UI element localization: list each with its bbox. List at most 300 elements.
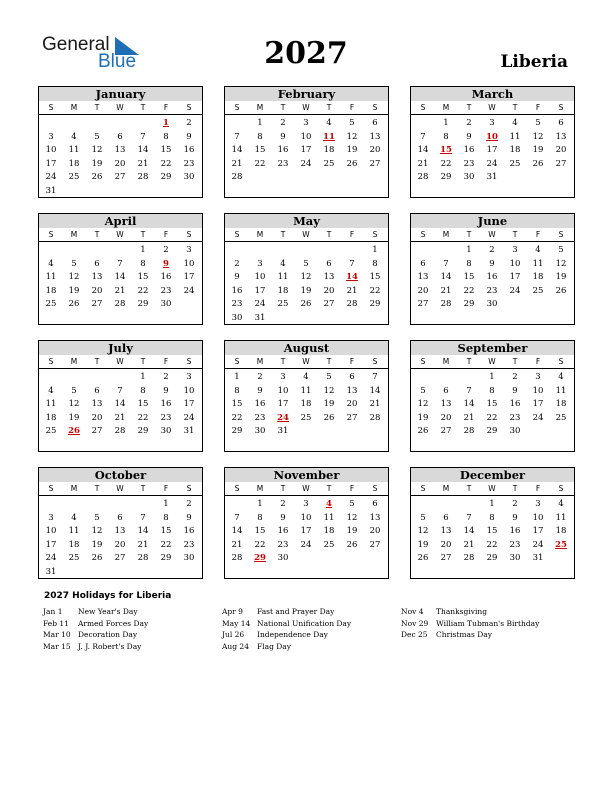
- day-cell: 22: [137, 285, 149, 296]
- holiday-row: [43, 607, 213, 619]
- weekday-label: M: [256, 103, 264, 112]
- day-cell: 3: [489, 118, 495, 128]
- day-cell: 21: [417, 158, 429, 169]
- day-cell: 17: [277, 399, 289, 410]
- day-cell: 8: [257, 131, 263, 142]
- day-cell: 31: [532, 553, 544, 564]
- day-cell: 20: [114, 539, 126, 550]
- day-cell: 8: [443, 131, 449, 142]
- day-cell: 9: [489, 258, 495, 269]
- day-cell: 11: [300, 385, 312, 396]
- day-cell: 24: [183, 412, 195, 423]
- day-cell: 28: [114, 299, 126, 310]
- day-cell: 8: [489, 512, 495, 523]
- day-cell: 14: [417, 145, 429, 156]
- day-cell: 2: [466, 118, 472, 128]
- holiday-date: Dec 25: [401, 630, 428, 639]
- holiday-name: National Unification Day: [257, 618, 352, 628]
- holiday-date: Feb 11: [43, 618, 69, 628]
- day-cell: 19: [532, 145, 544, 156]
- day-cell: 23: [486, 285, 498, 296]
- day-cell: 19: [417, 539, 429, 550]
- day-cell: 25: [323, 158, 335, 169]
- weekday-label: S: [420, 484, 426, 493]
- day-cell: 3: [48, 131, 54, 142]
- day-cell: 12: [417, 526, 429, 537]
- day-cell: 1: [140, 372, 146, 382]
- day-cell: 14: [463, 399, 475, 410]
- day-cell: 2: [489, 245, 495, 255]
- day-cell: 1: [489, 372, 495, 382]
- holiday-date: Aug 24: [222, 641, 249, 651]
- weekday-header: [411, 356, 574, 369]
- day-cell: 9: [466, 131, 472, 142]
- day-cell: 25: [68, 553, 80, 564]
- day-cell: 27: [440, 553, 452, 564]
- day-cell: 8: [466, 258, 472, 269]
- weekday-label: S: [186, 357, 192, 366]
- weekday-label: T: [94, 230, 100, 239]
- day-cell: 9: [257, 385, 263, 396]
- day-cell: 20: [369, 145, 381, 156]
- weekday-header: [225, 102, 388, 115]
- day-cell: 17: [532, 526, 544, 537]
- day-cell: 18: [555, 526, 567, 537]
- day-cell: 26: [91, 553, 103, 564]
- day-cell: 1: [489, 499, 495, 509]
- day-cell: 11: [277, 272, 289, 283]
- day-cell: 20: [91, 412, 103, 423]
- holiday-row: [222, 607, 392, 619]
- month-september: [410, 340, 575, 452]
- day-cell: 26: [346, 539, 358, 550]
- day-cell: 6: [420, 258, 426, 269]
- day-cell: 16: [509, 526, 521, 537]
- weekday-label: S: [420, 103, 426, 112]
- day-cell: 10: [532, 385, 544, 396]
- day-cell: 9: [512, 512, 518, 523]
- weekday-label: T: [140, 357, 146, 366]
- weekday-label: S: [372, 484, 378, 493]
- day-cell: 7: [234, 512, 240, 523]
- day-cell: 13: [114, 145, 126, 156]
- day-cell: 20: [346, 399, 358, 410]
- day-cell: 14: [114, 272, 126, 283]
- day-cell: 12: [68, 272, 80, 283]
- day-cell: 4: [558, 372, 564, 382]
- day-cell: 7: [117, 258, 123, 269]
- day-cell: 2: [512, 499, 518, 509]
- day-cell: 7: [443, 258, 449, 269]
- holiday-name: Armed Forces Day: [78, 618, 149, 628]
- day-cell: 3: [48, 512, 54, 523]
- day-cell: 30: [160, 299, 172, 310]
- day-cell: 11: [323, 512, 335, 523]
- day-cell: 17: [300, 145, 312, 156]
- day-cell: 22: [440, 158, 452, 169]
- month-title: April: [39, 214, 202, 228]
- day-cell: 28: [369, 412, 381, 423]
- month-november: [224, 467, 389, 579]
- day-cell: 18: [300, 399, 312, 410]
- day-cell: 8: [140, 258, 146, 269]
- day-cell: 1: [257, 118, 263, 128]
- weekday-label: S: [186, 484, 192, 493]
- day-cell: 15: [369, 272, 381, 283]
- holiday-date: Apr 9: [222, 607, 243, 616]
- holiday-row: [222, 619, 392, 631]
- day-cell: 22: [463, 285, 475, 296]
- day-cell: 17: [300, 526, 312, 537]
- day-cell: 12: [346, 131, 358, 142]
- day-cell: 5: [558, 245, 564, 255]
- day-cell: 30: [486, 299, 498, 310]
- day-cell: 6: [558, 118, 564, 128]
- day-cell: 21: [231, 158, 243, 169]
- day-cell: 29: [231, 426, 243, 437]
- weekday-label: T: [140, 103, 146, 112]
- day-cell: 11: [555, 385, 567, 396]
- day-cell: 30: [183, 172, 195, 183]
- day-cell: 4: [71, 512, 77, 523]
- day-cell: 4: [326, 118, 332, 128]
- day-cell: 7: [466, 512, 472, 523]
- weekday-label: T: [94, 357, 100, 366]
- day-cell: 31: [486, 172, 498, 183]
- day-cell: 24: [486, 158, 498, 169]
- day-cell: 16: [183, 145, 195, 156]
- day-cell: 30: [160, 426, 172, 437]
- day-cell: 15: [137, 272, 149, 283]
- day-cell: 15: [231, 399, 243, 410]
- weekday-label: M: [70, 103, 78, 112]
- day-cell: 27: [91, 426, 103, 437]
- day-cell: 17: [183, 272, 195, 283]
- day-cell: 19: [91, 539, 103, 550]
- month-title: May: [225, 214, 388, 228]
- weekday-label: S: [558, 230, 564, 239]
- day-cell: 6: [372, 118, 378, 128]
- day-cell: 9: [280, 512, 286, 523]
- month-february: [224, 86, 389, 198]
- weekday-label: W: [302, 103, 310, 112]
- day-cell: 29: [160, 553, 172, 564]
- weekday-label: F: [349, 484, 355, 493]
- day-cell: 29: [486, 553, 498, 564]
- day-cell: 5: [71, 258, 77, 269]
- logo-general-text: General: [42, 34, 110, 55]
- day-cell: 16: [509, 399, 521, 410]
- day-cell: 10: [300, 131, 312, 142]
- day-cell: 8: [489, 385, 495, 396]
- day-cell: 4: [558, 499, 564, 509]
- day-cell: 29: [369, 299, 381, 310]
- day-cell: 1: [140, 245, 146, 255]
- weekday-header: [39, 356, 202, 369]
- day-cell: 9: [280, 131, 286, 142]
- day-cell: 8: [140, 385, 146, 396]
- day-cell: 16: [277, 145, 289, 156]
- day-cell: 12: [323, 385, 335, 396]
- day-cell: 23: [509, 539, 521, 550]
- day-cell: 25: [277, 299, 289, 310]
- day-cell: 17: [45, 158, 57, 169]
- weekday-label: T: [326, 484, 332, 493]
- day-cell: 3: [303, 499, 309, 509]
- weekday-label: F: [163, 103, 169, 112]
- weekday-label: W: [302, 230, 310, 239]
- day-cell: 19: [555, 272, 567, 283]
- day-cell: 28: [440, 299, 452, 310]
- weekday-label: T: [280, 484, 286, 493]
- day-cell: 2: [186, 118, 192, 128]
- day-cell: 9: [234, 272, 240, 283]
- weekday-label: S: [234, 230, 240, 239]
- month-december: [410, 467, 575, 579]
- day-cell: 12: [91, 145, 103, 156]
- weekday-label: S: [420, 230, 426, 239]
- day-cell: 19: [68, 412, 80, 423]
- day-cell: 25: [68, 172, 80, 183]
- day-cell: 31: [277, 426, 289, 437]
- day-cell: 15: [486, 399, 498, 410]
- day-cell: 10: [509, 258, 521, 269]
- weekday-label: S: [234, 357, 240, 366]
- day-cell: 23: [160, 285, 172, 296]
- day-cell: 18: [68, 158, 80, 169]
- day-cell: 25: [532, 285, 544, 296]
- weekday-label: S: [186, 103, 192, 112]
- weekday-header: [411, 483, 574, 496]
- day-cell: 27: [114, 172, 126, 183]
- day-cell: 30: [509, 426, 521, 437]
- day-cell: 3: [186, 372, 192, 382]
- weekday-label: T: [466, 230, 472, 239]
- day-cell: 11: [45, 272, 57, 283]
- day-cell: 17: [509, 272, 521, 283]
- day-cell: 8: [234, 385, 240, 396]
- weekday-label: S: [48, 230, 54, 239]
- day-cell: 3: [512, 245, 518, 255]
- holiday-day-cell: 14: [346, 272, 358, 283]
- day-cell: 21: [463, 412, 475, 423]
- holiday-date: Nov 4: [401, 607, 424, 616]
- day-cell: 12: [532, 131, 544, 142]
- day-cell: 25: [300, 412, 312, 423]
- holiday-day-cell: 29: [254, 553, 266, 564]
- weekday-label: T: [280, 230, 286, 239]
- month-july: [38, 340, 203, 452]
- day-cell: 29: [440, 172, 452, 183]
- day-cell: 22: [231, 412, 243, 423]
- day-cell: 27: [369, 539, 381, 550]
- weekday-label: T: [280, 103, 286, 112]
- weekday-label: M: [442, 103, 450, 112]
- weekday-label: W: [116, 484, 124, 493]
- page-title-year: 2027: [264, 36, 348, 71]
- day-cell: 3: [257, 258, 263, 269]
- day-cell: 28: [137, 172, 149, 183]
- day-cell: 15: [486, 526, 498, 537]
- weekday-label: W: [488, 230, 496, 239]
- day-cell: 8: [257, 512, 263, 523]
- weekday-header: [411, 229, 574, 242]
- holiday-date: Mar 10: [43, 630, 71, 639]
- day-cell: 8: [163, 131, 169, 142]
- day-cell: 5: [349, 499, 355, 509]
- holidays-title: 2027 Holidays for Liberia: [44, 591, 172, 601]
- day-cell: 23: [463, 158, 475, 169]
- weekday-label: T: [512, 230, 518, 239]
- holiday-row: [222, 630, 392, 642]
- weekday-label: W: [116, 103, 124, 112]
- day-cell: 30: [463, 172, 475, 183]
- day-cell: 4: [71, 131, 77, 142]
- weekday-label: W: [302, 357, 310, 366]
- holiday-name: Flag Day: [257, 641, 291, 651]
- holiday-date: Jan 1: [43, 607, 63, 616]
- weekday-label: M: [256, 357, 264, 366]
- holiday-row: [222, 642, 392, 654]
- day-cell: 12: [68, 399, 80, 410]
- month-august: [224, 340, 389, 452]
- day-cell: 19: [323, 399, 335, 410]
- weekday-label: T: [94, 103, 100, 112]
- weekday-label: F: [349, 230, 355, 239]
- day-cell: 30: [231, 313, 243, 323]
- holiday-day-cell: 4: [326, 499, 332, 509]
- month-title: February: [225, 87, 388, 101]
- day-cell: 23: [183, 158, 195, 169]
- day-cell: 18: [509, 145, 521, 156]
- holiday-day-cell: 11: [323, 131, 335, 142]
- day-cell: 21: [137, 539, 149, 550]
- weekday-label: W: [488, 357, 496, 366]
- holiday-day-cell: 1: [163, 118, 169, 128]
- weekday-label: S: [48, 103, 54, 112]
- day-cell: 5: [420, 512, 426, 523]
- day-cell: 19: [346, 526, 358, 537]
- day-cell: 23: [231, 299, 243, 310]
- day-cell: 4: [48, 385, 54, 396]
- day-cell: 9: [186, 512, 192, 523]
- day-cell: 22: [160, 158, 172, 169]
- holiday-row: [43, 630, 213, 642]
- day-cell: 5: [535, 118, 541, 128]
- day-cell: 6: [443, 512, 449, 523]
- day-cell: 17: [254, 285, 266, 296]
- holiday-day-cell: 26: [68, 426, 80, 437]
- day-cell: 25: [555, 412, 567, 423]
- day-cell: 7: [234, 131, 240, 142]
- weekday-label: F: [349, 357, 355, 366]
- day-cell: 13: [323, 272, 335, 283]
- day-cell: 4: [512, 118, 518, 128]
- weekday-label: S: [234, 484, 240, 493]
- weekday-label: S: [558, 484, 564, 493]
- day-cell: 21: [114, 285, 126, 296]
- weekday-label: S: [558, 103, 564, 112]
- day-cell: 15: [137, 399, 149, 410]
- day-cell: 6: [94, 385, 100, 396]
- weekday-label: T: [140, 484, 146, 493]
- weekday-label: S: [372, 357, 378, 366]
- day-cell: 26: [532, 158, 544, 169]
- day-cell: 28: [231, 172, 243, 183]
- holiday-row: [401, 630, 571, 642]
- day-cell: 28: [137, 553, 149, 564]
- day-cell: 2: [280, 118, 286, 128]
- day-cell: 20: [440, 412, 452, 423]
- day-cell: 2: [234, 258, 240, 269]
- weekday-label: W: [488, 103, 496, 112]
- day-cell: 20: [369, 526, 381, 537]
- month-title: June: [411, 214, 574, 228]
- holiday-name: William Tubman's Birthday: [436, 618, 540, 628]
- day-cell: 5: [71, 385, 77, 396]
- holiday-date: Mar 15: [43, 641, 71, 651]
- day-cell: 1: [372, 245, 378, 255]
- day-cell: 4: [303, 372, 309, 382]
- day-cell: 12: [300, 272, 312, 283]
- logo-blue-text: Blue: [98, 51, 137, 72]
- day-cell: 21: [137, 158, 149, 169]
- day-cell: 1: [466, 245, 472, 255]
- day-cell: 1: [163, 499, 169, 509]
- month-title: December: [411, 468, 574, 482]
- day-cell: 16: [463, 145, 475, 156]
- day-cell: 2: [512, 372, 518, 382]
- day-cell: 15: [463, 272, 475, 283]
- weekday-label: T: [326, 230, 332, 239]
- day-cell: 19: [300, 285, 312, 296]
- day-cell: 18: [277, 285, 289, 296]
- day-cell: 5: [94, 512, 100, 523]
- day-cell: 24: [300, 539, 312, 550]
- day-cell: 28: [463, 553, 475, 564]
- month-january: [38, 86, 203, 198]
- day-cell: 24: [45, 553, 57, 564]
- day-cell: 6: [117, 512, 123, 523]
- day-cell: 16: [160, 399, 172, 410]
- month-june: [410, 213, 575, 325]
- day-cell: 3: [535, 499, 541, 509]
- day-cell: 5: [349, 118, 355, 128]
- holiday-day-cell: 10: [486, 131, 498, 142]
- day-cell: 24: [532, 412, 544, 423]
- weekday-label: M: [256, 230, 264, 239]
- day-cell: 28: [114, 426, 126, 437]
- day-cell: 17: [532, 399, 544, 410]
- day-cell: 2: [186, 499, 192, 509]
- day-cell: 20: [440, 539, 452, 550]
- day-cell: 10: [300, 512, 312, 523]
- day-cell: 15: [254, 526, 266, 537]
- holiday-column: [43, 607, 213, 653]
- day-cell: 25: [45, 299, 57, 310]
- day-cell: 27: [323, 299, 335, 310]
- day-cell: 5: [94, 131, 100, 142]
- day-cell: 9: [512, 385, 518, 396]
- weekday-header: [39, 483, 202, 496]
- day-cell: 22: [254, 539, 266, 550]
- day-cell: 14: [114, 399, 126, 410]
- day-cell: 2: [163, 372, 169, 382]
- day-cell: 10: [45, 145, 57, 156]
- day-cell: 16: [183, 526, 195, 537]
- day-cell: 27: [91, 299, 103, 310]
- weekday-header: [225, 356, 388, 369]
